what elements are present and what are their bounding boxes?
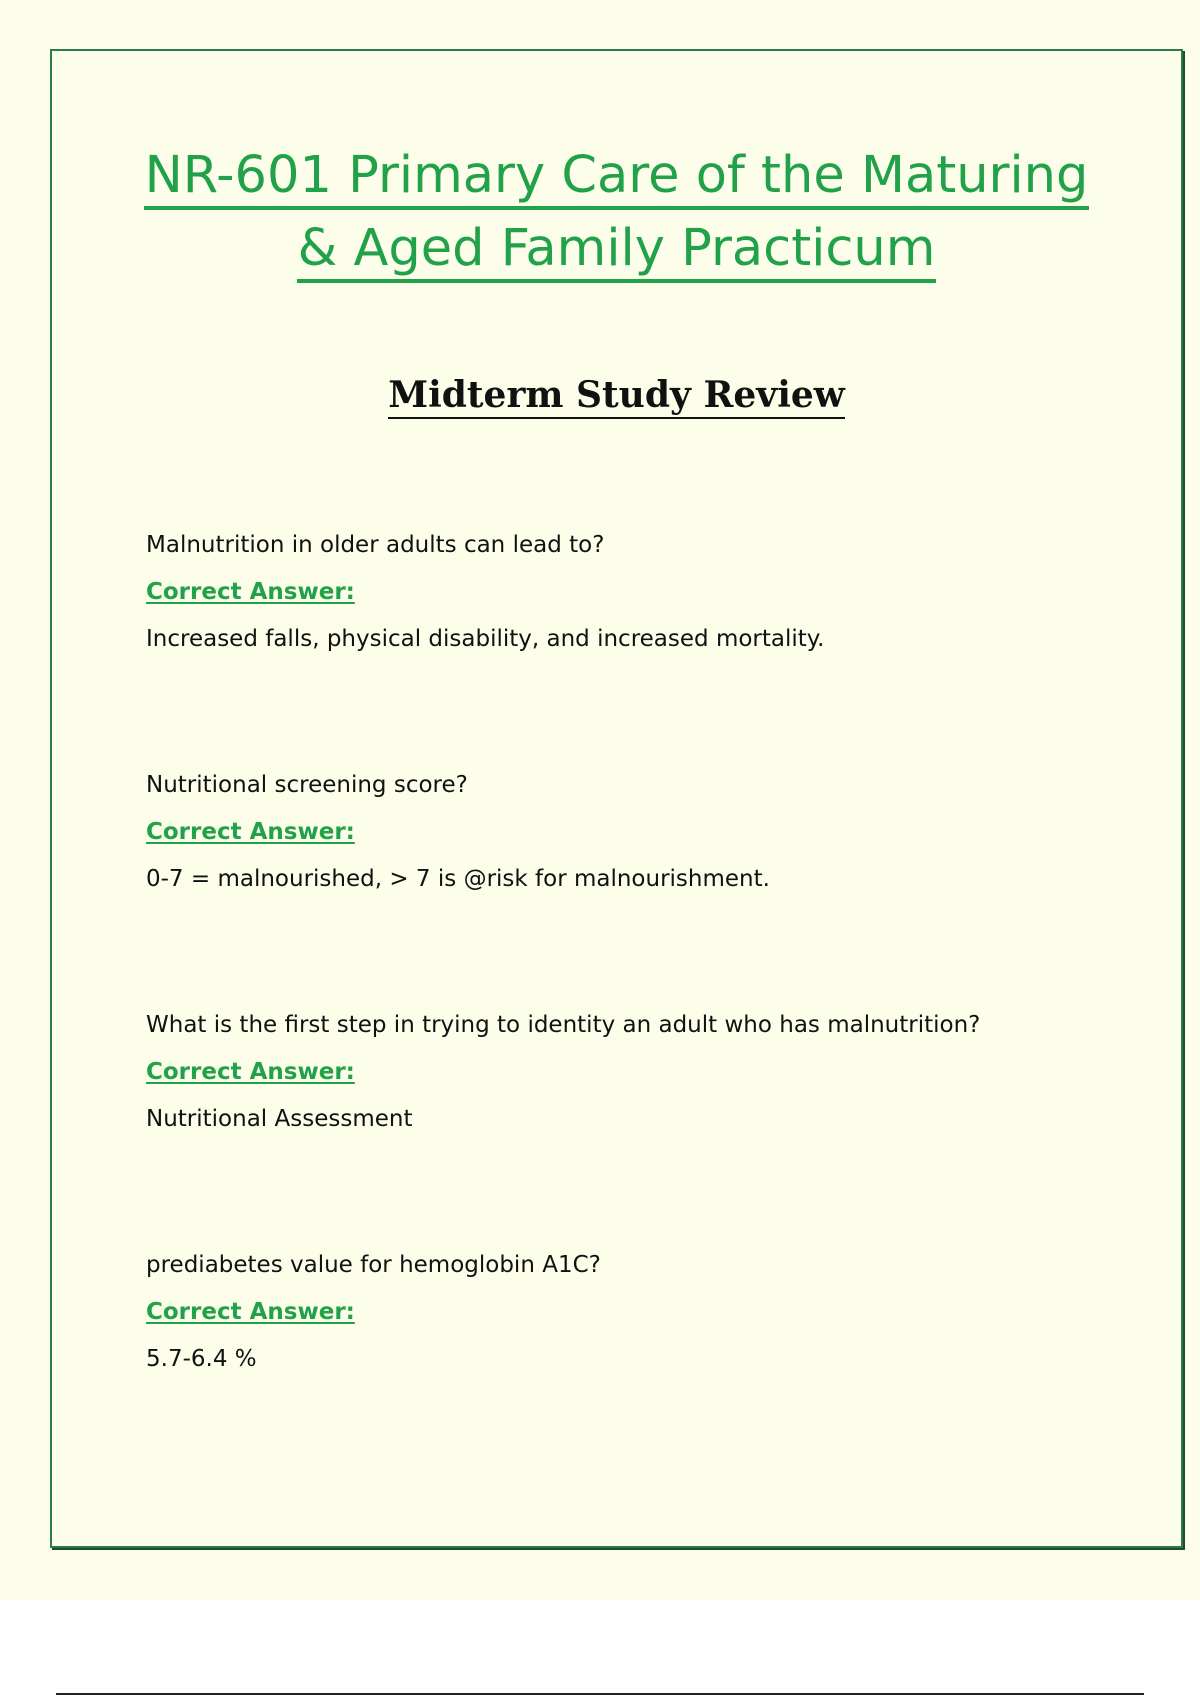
correct-answer-label: Correct Answer: (146, 1299, 355, 1325)
question-text: What is the first step in trying to identity an adult who has malnutrition? (146, 1012, 981, 1038)
answer-text: 0-7 = malnourished, > 7 is @risk for malnourishment. (146, 866, 770, 892)
document-frame (50, 49, 1183, 1548)
subtitle-text: Midterm Study Review (388, 374, 845, 419)
answer-text: Increased falls, physical disability, and increased mortality. (146, 626, 825, 652)
qa-item-1 (146, 530, 1146, 654)
answer-text: Nutritional Assessment (146, 1106, 413, 1132)
qa-item-4 (146, 1250, 1146, 1374)
document-title-line-1: NR-601 Primary Care of the Maturing (144, 146, 1090, 210)
document-subtitle (52, 373, 1181, 417)
question-text: prediabetes value for hemoglobin A1C? (146, 1252, 601, 1278)
document-title (52, 143, 1181, 289)
answer-text: 5.7-6.4 % (146, 1346, 257, 1372)
qa-item-3 (146, 1010, 1146, 1134)
qa-item-2 (146, 770, 1146, 894)
correct-answer-label: Correct Answer: (146, 579, 355, 605)
question-text: Nutritional screening score? (146, 772, 468, 798)
footer-divider (56, 1693, 1144, 1695)
correct-answer-label: Correct Answer: (146, 1059, 355, 1085)
document-title-line-2: & Aged Family Practicum (297, 219, 937, 283)
question-text: Malnutrition in older adults can lead to? (146, 532, 605, 558)
correct-answer-label: Correct Answer: (146, 819, 355, 845)
